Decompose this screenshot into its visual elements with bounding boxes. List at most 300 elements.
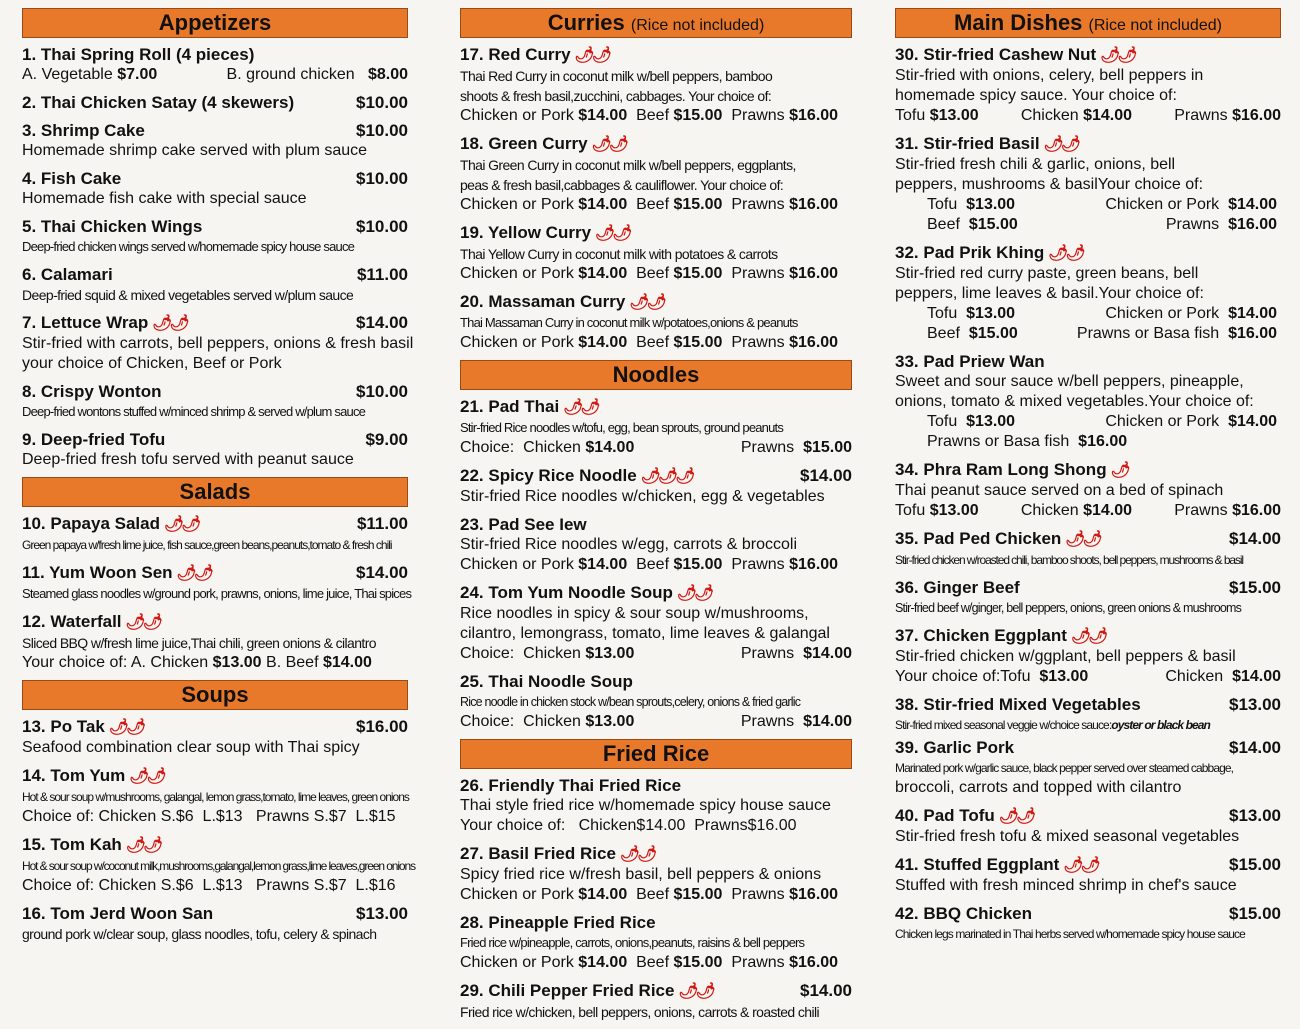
item-choices: [895, 215, 1281, 235]
option-price: $16.00: [789, 556, 839, 573]
item-name: 42. BBQ Chicken: [895, 904, 1032, 923]
item-choices: [22, 653, 408, 673]
menu-item: [22, 903, 408, 944]
chili-pepper-icon: 🌶🌶: [1065, 531, 1100, 548]
option-label: B. Beef: [266, 654, 319, 671]
item-price: $14.00: [1229, 738, 1281, 757]
option-label: Tofu: [927, 413, 958, 430]
item-name: 18. Green Curry: [460, 134, 588, 153]
option-price: $16.00: [789, 954, 839, 971]
item-name: 40. Pad Tofu: [895, 806, 995, 825]
option-label: Your choice of:: [460, 817, 566, 834]
option-price: $15.00: [673, 886, 723, 903]
option-label: Prawns: [740, 439, 795, 456]
item-name: 39. Garlic Pork: [895, 738, 1015, 757]
option-label: Chicken or Pork: [460, 107, 574, 124]
option-price: $13.00: [585, 645, 635, 662]
option-price: $14.00: [1228, 413, 1277, 430]
menu-item: [895, 694, 1281, 735]
item-description: Rice noodle in chicken stock w/bean sprouts,celery, onions & fried garlic: [460, 695, 801, 709]
menu-item: [22, 765, 408, 827]
item-name: 29. Chili Pepper Fried Rice: [460, 981, 675, 1000]
option-price: $15.00: [968, 325, 1018, 342]
item-choices: [895, 195, 1281, 215]
option-price: Chicken$14.00: [578, 817, 686, 834]
item-name: 21. Pad Thai: [460, 397, 560, 416]
section-title: Soups: [181, 682, 249, 707]
section-header-appetizers: [22, 8, 408, 38]
option-label: Prawns: [731, 556, 785, 573]
item-description: peppers, mushrooms & basilYour choice of:: [895, 176, 1204, 193]
menu-item: [460, 465, 852, 507]
item-name: 36. Ginger Beef: [895, 578, 1020, 597]
option-label: Beef: [636, 954, 670, 971]
item-name: 32. Pad Prik Khing: [895, 243, 1045, 262]
item-price: $9.00: [365, 430, 408, 449]
option-label: Beef: [927, 216, 960, 233]
option-label: Chicken: [523, 645, 581, 662]
option-label: Prawns: [731, 107, 785, 124]
chili-pepper-icon: 🌶🌶: [591, 136, 627, 153]
item-name: 23. Pad See Iew: [460, 515, 587, 534]
option-label: Beef: [636, 886, 670, 903]
section-header-main-dishes: [895, 8, 1281, 38]
item-price: $10.00: [356, 93, 408, 112]
menu-item: [460, 291, 852, 353]
option-label: Prawns: [740, 713, 795, 730]
item-name: 25. Thai Noodle Soup: [460, 672, 633, 691]
menu-item: [895, 805, 1281, 847]
section-subtitle: (Rice not included): [630, 17, 765, 34]
menu-item: [895, 577, 1281, 618]
option-label: Choice:: [460, 713, 515, 730]
option-label: Prawns: [1165, 216, 1220, 233]
item-description: Spicy fried rice w/fresh basil, bell peppers & onions: [460, 866, 822, 883]
item-description: Fried rice w/pineapple, carrots, onions,peanuts, raisins & bell peppers: [460, 935, 805, 950]
item-price: $14.00: [800, 981, 852, 1000]
option-price: $15.00: [968, 216, 1018, 233]
item-description: homemade spicy sauce. Your choice of:: [895, 87, 1177, 104]
option-price: $15.00: [673, 334, 723, 351]
option-label: Prawns or Basa fish: [927, 433, 1070, 450]
option-label: Chicken or Pork: [1105, 413, 1220, 430]
item-choices: [895, 106, 1281, 126]
item-description: Thai peanut sauce served on a bed of spinach: [895, 482, 1224, 499]
option-price: $14.00: [1232, 668, 1281, 685]
option-label: Beef: [636, 265, 670, 282]
option-label: Chicken: [523, 439, 581, 456]
item-name: 31. Stir-fried Basil: [895, 134, 1040, 153]
item-description: Stir-fried with carrots, bell peppers, onions & fresh basil: [22, 335, 414, 352]
item-name: 2. Thai Chicken Satay (4 skewers): [22, 93, 295, 112]
item-price: $10.00: [356, 169, 408, 188]
option-price: $15.00: [673, 265, 723, 282]
option-price: $15.00: [803, 439, 852, 456]
option-price: $14.00: [578, 196, 628, 213]
chili-pepper-icon: 🌶🌶: [574, 47, 610, 64]
chili-pepper-icon: 🌶🌶: [125, 614, 161, 631]
item-description: Stir-fried Rice noodles w/egg, carrots & broccoli: [460, 536, 798, 553]
section-header-curries: [460, 8, 852, 38]
option-label: Beef: [636, 196, 670, 213]
option-price: $14.00: [1228, 305, 1277, 322]
item-choices: [460, 816, 852, 836]
option-label: Chicken or Pork: [460, 334, 574, 351]
item-price: $13.00: [356, 904, 408, 923]
item-description: Homemade fish cake with special sauce: [22, 190, 307, 207]
option-price: $16.00: [789, 334, 839, 351]
menu-item: [22, 312, 414, 374]
chili-pepper-icon: 🌶🌶: [595, 225, 630, 242]
option-price: $13.00: [212, 654, 262, 671]
menu-item: [895, 351, 1281, 452]
option-price: $14.00: [585, 439, 635, 456]
item-name: 11. Yum Woon Sen: [22, 563, 173, 582]
item-description: Thai Red Curry in coconut milk w/bell peppers, bamboo: [460, 68, 773, 84]
option-label: Choice:: [460, 439, 515, 456]
item-name: 7. Lettuce Wrap: [22, 313, 149, 332]
option-label: Chicken or Pork: [1105, 305, 1220, 322]
menu-item: [460, 980, 852, 1022]
item-price: $10.00: [356, 382, 408, 401]
item-description: Stir-fried with onions, celery, bell peppers in: [895, 67, 1204, 84]
item-description: your choice of Chicken, Beef or Pork: [22, 355, 282, 372]
option-label: Tofu: [895, 107, 926, 124]
item-name: 16. Tom Jerd Woon San: [22, 904, 214, 923]
chili-pepper-icon: 🌶🌶: [629, 294, 664, 311]
option-label: Beef: [927, 325, 960, 342]
menu-item: [22, 429, 408, 470]
item-name: 38. Stir-fried Mixed Vegetables: [895, 695, 1141, 714]
item-choices: [460, 644, 852, 664]
option-price: $14.00: [322, 654, 372, 671]
item-description: Green papaya w/fresh lime juice, fish sauce,green beans,peanuts,tomato & fresh chili: [22, 538, 392, 552]
item-name: 14. Tom Yum: [22, 766, 126, 785]
item-description: broccoli, carrots and topped with cilantro: [895, 779, 1182, 796]
menu-column-left: [22, 6, 415, 951]
option-label: Prawns: [1174, 502, 1228, 519]
item-name: 28. Pineapple Fried Rice: [460, 913, 656, 932]
option-price: $16.00: [1232, 502, 1281, 519]
option-price: $14.00: [578, 556, 628, 573]
option-label: Tofu: [895, 502, 926, 519]
item-choices: [460, 106, 852, 126]
menu-item: [460, 222, 852, 284]
item-name: 15. Tom Kah: [22, 835, 122, 854]
option-price: $13.00: [929, 107, 979, 124]
option-price: $16.00: [789, 196, 839, 213]
item-description: Hot & sour soup w/mushrooms, galangal, lemon grass,tomato, lime leaves, green onions: [22, 790, 409, 804]
item-name: 37. Chicken Eggplant: [895, 626, 1067, 645]
section-title: Main Dishes: [954, 10, 1083, 35]
menu-item: [22, 513, 408, 555]
option-price: $14.00: [578, 265, 628, 282]
option-price: Prawns$16.00: [694, 817, 797, 834]
option-price: $16.00: [1232, 107, 1281, 124]
item-price: $11.00: [356, 265, 408, 284]
option-price: $14.00: [1083, 502, 1133, 519]
item-description: onions, tomato & mixed vegetables.Your choice of:: [895, 393, 1254, 410]
menu-item: [460, 671, 852, 732]
option-label: Beef: [636, 334, 670, 351]
item-description: Stir-fried red curry paste, green beans, bell: [895, 265, 1199, 282]
item-name: 19. Yellow Curry: [460, 223, 592, 242]
menu-item: [895, 625, 1281, 687]
item-price: $11.00: [356, 514, 408, 533]
item-description: Seafood combination clear soup with Thai spicy: [22, 739, 360, 756]
option-label: B. ground chicken: [226, 66, 355, 83]
item-description: Marinated pork w/garlic sauce, black pepper served over steamed cabbage,: [895, 761, 1234, 775]
item-price: $16.00: [356, 717, 408, 736]
option-label: Chicken: [1020, 502, 1079, 519]
menu-item: [22, 716, 408, 758]
item-description: Deep-fried wontons stuffed w/minced shrimp & served w/plum sauce: [22, 404, 366, 419]
section-title: Noodles: [612, 362, 700, 387]
menu-item: [22, 834, 415, 896]
item-description: Stuffed with fresh minced shrimp in chef's sauce: [895, 877, 1237, 894]
option-label: Chicken or Pork: [460, 886, 574, 903]
item-price: $14.00: [356, 563, 408, 582]
item-price: $15.00: [1229, 578, 1281, 597]
option-price: $16.00: [789, 886, 839, 903]
option-label: Beef: [636, 107, 670, 124]
chili-pepper-icon: 🌶🌶: [129, 768, 164, 785]
option-label: Tofu: [927, 196, 958, 213]
menu-item: [895, 459, 1281, 521]
item-description: Stir-fried fresh chili & garlic, onions, bell: [895, 156, 1176, 173]
option-label: Prawns: [731, 886, 785, 903]
option-price: $14.00: [1083, 107, 1133, 124]
item-name: 26. Friendly Thai Fried Rice: [460, 776, 682, 795]
item-price: $14.00: [800, 466, 852, 485]
item-choices: [460, 953, 852, 973]
item-description: Chicken legs marinated in Thai herbs served w/homemade spicy house sauce: [895, 927, 1245, 941]
item-description: Deep-fried chicken wings served w/homemade spicy house sauce: [22, 239, 355, 254]
menu-item: [460, 133, 852, 215]
item-name: 3. Shrimp Cake: [22, 121, 145, 140]
item-description: Deep-fried fresh tofu served with peanut sauce: [22, 451, 354, 468]
option-price: $15.00: [673, 196, 723, 213]
menu-column-right: [895, 6, 1281, 951]
option-label: Your choice of:Tofu: [895, 668, 1031, 685]
item-price: $13.00: [1229, 695, 1281, 714]
menu-item: [895, 44, 1281, 126]
menu-item: [460, 912, 852, 973]
menu-item: [460, 44, 852, 126]
menu-item: [22, 120, 408, 161]
menu-item: [895, 903, 1281, 944]
item-description: Thai Yellow Curry in coconut milk with potatoes & carrots: [460, 246, 778, 262]
item-description: [895, 715, 1281, 735]
item-description: peppers, lime leaves & basil.Your choice of:: [895, 285, 1204, 302]
chili-pepper-icon: 🌶🌶: [1048, 245, 1083, 262]
option-price: $16.00: [789, 107, 839, 124]
section-header-noodles: [460, 360, 852, 390]
item-name: 10. Papaya Salad: [22, 514, 160, 533]
item-choices: [895, 432, 1281, 452]
item-choices: [460, 712, 852, 732]
section-title: Salads: [179, 479, 251, 504]
item-choices: [895, 667, 1281, 687]
section-header-soups: [22, 680, 408, 710]
option-price: $15.00: [673, 107, 723, 124]
option-label: Chicken or Pork: [460, 265, 574, 282]
option-label: Chicken or Pork: [460, 556, 574, 573]
chili-pepper-icon: 🌶🌶: [152, 315, 187, 332]
menu-item: [895, 242, 1281, 344]
item-name: 17. Red Curry: [460, 45, 571, 64]
item-price: $14.00: [356, 313, 408, 332]
item-description: Thai style fried rice w/homemade spicy house sauce: [460, 797, 831, 814]
option-price: $14.00: [578, 107, 628, 124]
menu-item: [895, 528, 1281, 570]
item-choices: Choice of: Chicken S.$6 L.$13 Prawns S.$7 L.$16: [22, 877, 396, 894]
option-label: Prawns or Basa fish: [1076, 325, 1220, 342]
item-choices: Choice of: Chicken S.$6 L.$13 Prawns S.$7 L.$15: [22, 808, 396, 825]
item-name: 35. Pad Ped Chicken: [895, 529, 1062, 548]
description-emphasis: oyster or black bean: [1111, 718, 1210, 732]
option-label: Prawns: [731, 954, 785, 971]
option-label: Your choice of: A. Chicken: [22, 654, 209, 671]
chili-pepper-icon: 🌶🌶: [676, 585, 712, 602]
option-price: $8.00: [367, 66, 408, 83]
item-description: Stir-fried chicken w/ggplant, bell peppers & basil: [895, 648, 1236, 665]
option-price: $16.00: [1078, 433, 1128, 450]
chili-pepper-icon: 🌶🌶: [1063, 857, 1098, 874]
option-label: Chicken: [1165, 668, 1224, 685]
item-description: Deep-fried squid & mixed vegetables served w/plum sauce: [22, 287, 354, 303]
item-price: $14.00: [1229, 529, 1281, 548]
menu-item: [895, 133, 1281, 235]
option-label: Chicken or Pork: [1105, 196, 1220, 213]
option-label: A. Vegetable: [22, 66, 113, 83]
menu-item: [22, 92, 408, 113]
section-header-fried-rice: [460, 739, 852, 769]
item-description: Thai Green Curry in coconut milk w/bell peppers, eggplants,: [460, 157, 796, 173]
option-price: $14.00: [578, 334, 628, 351]
item-description: Fried rice w/chicken, bell peppers, onions, carrots & roasted chili: [460, 1004, 819, 1020]
option-label: Prawns: [731, 334, 785, 351]
item-name: 24. Tom Yum Noodle Soup: [460, 583, 673, 602]
option-label: Prawns: [740, 645, 795, 662]
chili-pepper-icon: 🌶🌶: [998, 808, 1034, 825]
item-description: Hot & sour soup w/coconut milk,mushrooms,galangal,lemon grass,lime leaves,green onions: [22, 859, 415, 873]
item-description: Stir-fried fresh tofu & mixed seasonal vegetables: [895, 828, 1240, 845]
item-name: 4. Fish Cake: [22, 169, 122, 188]
item-name: 5. Thai Chicken Wings: [22, 217, 203, 236]
item-choices: [895, 412, 1281, 432]
item-choices: [460, 438, 852, 458]
section-title: Appetizers: [158, 10, 272, 35]
chili-pepper-icon: 🌶🌶🌶: [640, 468, 693, 485]
chili-pepper-icon: 🌶🌶: [1043, 136, 1079, 153]
option-label: Chicken or Pork: [460, 954, 574, 971]
item-name: 9. Deep-fried Tofu: [22, 430, 166, 449]
option-price: $13.00: [966, 413, 1016, 430]
item-name: 30. Stir-fried Cashew Nut: [895, 45, 1097, 64]
item-price: $10.00: [356, 217, 408, 236]
menu-item: [22, 381, 408, 422]
item-description: Stir-fried Rice noodles w/chicken, egg & vegetables: [460, 488, 825, 505]
menu-item: [22, 168, 408, 209]
chili-pepper-icon: 🌶🌶: [619, 846, 655, 863]
item-name: 41. Stuffed Eggplant: [895, 855, 1060, 874]
option-label: Chicken: [1020, 107, 1079, 124]
item-description: Stir-fried chicken w/roasted chili, bamboo shoots, bell peppers, mushrooms & basil: [895, 553, 1243, 567]
option-price: $13.00: [929, 502, 979, 519]
item-description: peas & fresh basil,cabbages & cauliflower. Your choice of:: [460, 177, 784, 193]
item-choices: [460, 195, 852, 215]
section-title: Fried Rice: [602, 741, 710, 766]
item-price: $13.00: [1229, 806, 1281, 825]
chili-pepper-icon: 🌶🌶: [678, 983, 714, 1000]
item-description: Rice noodles in spicy & sour soup w/mushrooms,: [460, 605, 809, 622]
option-label: Beef: [636, 556, 670, 573]
item-description: Sweet and sour sauce w/bell peppers, pineapple,: [895, 373, 1244, 390]
chili-pepper-icon: 🌶🌶: [1070, 628, 1106, 645]
menu-item: [22, 44, 408, 85]
item-price: $15.00: [1229, 904, 1281, 923]
option-price: $14.00: [578, 886, 628, 903]
item-description: Sliced BBQ w/fresh lime juice,Thai chili, green onions & cilantro: [22, 635, 376, 651]
option-price: $14.00: [1228, 196, 1277, 213]
menu-item: [460, 582, 852, 664]
option-label: Prawns: [731, 265, 785, 282]
option-price: $16.00: [789, 265, 839, 282]
item-price: $15.00: [1229, 855, 1281, 874]
item-name: 1. Thai Spring Roll (4 pieces): [22, 45, 255, 64]
item-description: Homemade shrimp cake served with plum sauce: [22, 142, 368, 159]
item-choices: [895, 304, 1281, 324]
option-price: $15.00: [673, 954, 723, 971]
menu-column-middle: [460, 6, 852, 1029]
item-description: Stir-fried beef w/ginger, bell peppers, onions, green onions & mushrooms: [895, 601, 1242, 615]
chili-pepper-icon: 🌶🌶: [176, 565, 212, 582]
menu-item: [22, 264, 408, 305]
item-description: Stir-fried Rice noodles w/tofu, egg, bean sprouts, ground peanuts: [460, 420, 784, 435]
item-name: 12. Waterfall: [22, 612, 122, 631]
option-price: $13.00: [966, 305, 1016, 322]
item-choices: [895, 501, 1281, 521]
item-choices: [895, 324, 1281, 344]
menu-item: [22, 216, 408, 257]
option-price: $13.00: [966, 196, 1016, 213]
menu-item: [895, 737, 1281, 798]
item-name: 34. Phra Ram Long Shong: [895, 460, 1107, 479]
option-price: $14.00: [803, 645, 852, 662]
chili-pepper-icon: 🌶: [1110, 462, 1128, 479]
option-label: Tofu: [927, 305, 958, 322]
menu-item: [460, 843, 852, 905]
item-name: 22. Spicy Rice Noodle: [460, 466, 637, 485]
chili-pepper-icon: 🌶🌶: [108, 719, 144, 736]
section-header-salads: [22, 477, 408, 507]
item-choices: [460, 885, 852, 905]
option-price: $13.00: [1039, 668, 1089, 685]
menu-item: [22, 611, 408, 673]
menu-item: [22, 562, 412, 604]
item-price: $10.00: [356, 121, 408, 140]
item-description: Steamed glass noodles w/ground pork, prawns, onions, lime juice, Thai spices: [22, 586, 412, 601]
option-price: $16.00: [1228, 325, 1277, 342]
option-price: $14.00: [578, 954, 628, 971]
chili-pepper-icon: 🌶🌶: [125, 837, 161, 854]
item-name: 27. Basil Fried Rice: [460, 844, 616, 863]
option-label: Choice:: [460, 645, 515, 662]
option-label: Prawns: [731, 196, 785, 213]
menu-item: [460, 514, 852, 575]
description-text: Stir-fried mixed seasonal veggie w/choice sauce:: [895, 718, 1112, 732]
